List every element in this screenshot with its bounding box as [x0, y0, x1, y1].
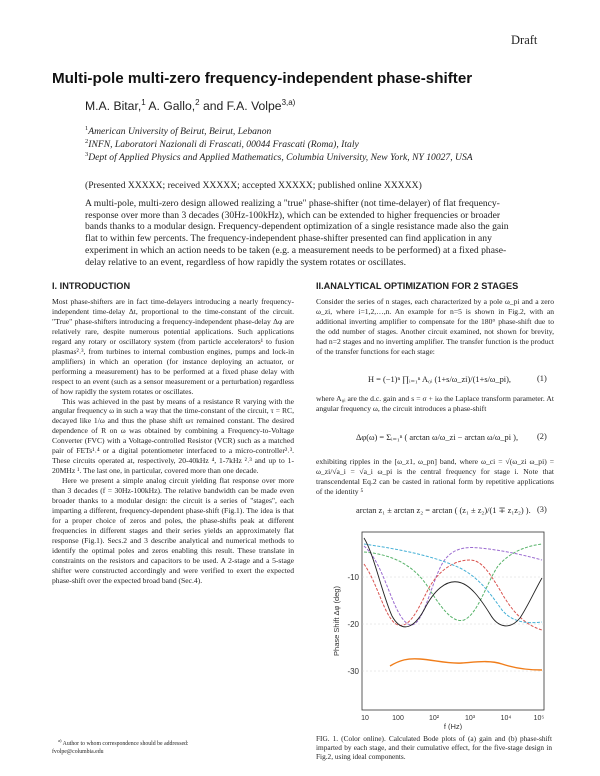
affiliation-1: [85, 125, 271, 137]
y-tick-label-1: -10: [347, 573, 359, 582]
section-1-paragraph-2: This was achieved in the past by means of a resistance R varying with the angular frequency ω in such a way that the time-constant of the circuit, τ = RC, decayed like 1/ω and thus the phase shift ωτ remained constant. The desired dependence of R on ω was obtained by combining a Frequency-to-Voltage Converter (FVC) with a Voltage-controlled Resistor (VCR) such as a matched pair of FETs¹˒⁴ or a digital potentiometer interfaced to a micro-controller²˒³. These circuits operated at, respectively, 20-40kHz ⁴, 1-7kHz ²˒³ and up to 1-20MHz ¹. The last one, in particular, covered more than one decade.: [52, 396, 294, 476]
affiliation-1-text: American University of Beirut, Beirut, Lebanon: [88, 126, 272, 138]
affiliation-2-text: INFN, Laboratori Nazionali di Frascati, 00044 Frascati (Roma), Italy: [88, 139, 359, 151]
y-axis-label: Phase Shift Δφ (deg): [332, 586, 341, 656]
section-2-paragraph-2: where A₀ᵢ are the d.c. gain and s = σ + iω the Laplace transform parameter. At angular frequency ω, the circuit introduces a phase-shift: [316, 394, 554, 413]
equation-1-number: (1): [537, 374, 547, 383]
section-2-heading: II.ANALYTICAL OPTIMIZATION FOR 2 STAGES: [316, 281, 519, 291]
series-black-curve: [364, 538, 542, 627]
paper-title: Multi-pole multi-zero frequency-independent phase-shifter: [52, 70, 473, 87]
abstract: A multi-pole, multi-zero design allowed realizing a "true" phase-shifter (not time-delayer) of flat frequency-response over more than 3 decades (30Hz-100kHz), which can be extended to higher frequencies or broader bands thanks to a modular design. Frequency-dependent optimization of a single resistance made also the gain flat to within few percents. The frequency-independent phase-shifter presented can find application in any experiment in which an action needs to be taken (e.g. a measurement needs to be performed) at a fixed phase-delay relative to an event, regardless of how rapidly the system rotates or oscillates.: [85, 198, 509, 268]
phase-shift-plot: [330, 524, 554, 730]
equation-1: H = (−1)ⁿ ∏ᵢ₌₁ⁿ A₀ᵢ (1+s/ω_zi)/(1+s/ω_pi),: [368, 375, 512, 384]
equation-3-number: (3): [537, 505, 547, 514]
footnote-email: fvolpe@columbia.edu: [52, 748, 104, 755]
section-1-body: [52, 297, 294, 586]
author-1-sup: 1: [141, 98, 146, 107]
footnote-text: Author to whom correspondence should be addressed:: [62, 740, 189, 747]
affiliation-2: [85, 138, 359, 150]
section-1-paragraph-3: Here we present a simple analog circuit yielding flat response over more than 3 decades (f = 30Hz-100kHz). The relative bandwidth can be made even broader thanks to a modular design: the circuit is a series of "stages", each imparting a different, frequency-dependent phase-shift (Fig.1). The idea is that for a proper choice of zeros and poles, the phase-shifts peak at different frequencies in different stages and their series yields an approximately flat response (Fig.1). Secs.2 and 3 describe analytical and numerical methods to identify the optimal poles and zeros enabling this result. These translate in constraints on the resistors and capacitors to be used. A 2-stage and a 5-stage shifter were constructed accordingly and were verified to exert the expected phase-shift over the expected broad band (Sec.4).: [52, 476, 294, 585]
affiliation-1-sup: 1: [85, 125, 89, 132]
y-tick-label-2: -20: [347, 620, 359, 629]
section-2-paragraph-1: Consider the series of n stages, each characterized by a pole ω_pi and a zero ω_zi, where i=1,2,…,n. An example for n=5 is shown in Fig.2, with an additional inverting amplifier to compensate for the 180° phase-shift due to the odd number of stages. Another circuit examined, not shown for brevity, had n=2 stages and no inverting amplifier. The transfer function is the product of the transfer functions for each stage:: [316, 297, 554, 356]
author-1: M.A. Bitar,: [85, 99, 142, 114]
affiliation-2-sup: 2: [85, 138, 89, 145]
footnote: [52, 737, 189, 757]
publication-dates: (Presented XXXXX; received XXXXX; accepted XXXXX; published online XXXXX): [85, 180, 422, 191]
series-green-curve: [364, 544, 542, 621]
draft-label: Draft: [511, 33, 538, 47]
equation-3: arctan z₁ ± arctan z₂ = arctan ( (z₁ ± z₂)/(1 ∓ z₁z₂) ).: [356, 506, 531, 515]
x-tick-label-6: 10⁵: [533, 715, 545, 722]
x-tick-label-5: 10⁴: [500, 715, 512, 722]
section-2-paragraph-3: exhibiting ripples in the [ω_z1, ω_pn] band, where ω_ci = √(ω_zi ω_pi) = ω_zi/√a_i = √a_i ω_pi is the central frequency for stage i. Note that transcendental Eq.2 can be casted in rational form by repetitive applications of the identity ⁵: [316, 457, 554, 496]
author-2-sup: 2: [195, 98, 200, 107]
section-1-heading: I. INTRODUCTION: [52, 281, 131, 291]
equation-2: Δφ(ω) = Σᵢ₌₁ⁿ ( arctan ω/ω_zi − arctan ω/ω_pi ),: [356, 433, 519, 442]
affiliation-3: [85, 151, 473, 163]
author-2: A. Gallo,: [145, 99, 196, 114]
x-tick-label-1: 10: [361, 715, 369, 722]
author-3-sup: 3,a): [281, 98, 296, 107]
footnote-sup: a): [58, 738, 62, 743]
section-1-paragraph-1: Most phase-shifters are in fact time-delayers introducing a nearly frequency-independent time-delay Δt, proportional to the time-constant of the circuit. "True" phase-shifters introducing a frequency-independent phase-delay Δφ are relatively rare, despite numerous potential applications. Such applications regard any rotary or oscillatory system (from particle accelerators¹ to fusion plasmas²˒³, from turbines to internal combustion engines, pumps and lock-in amplifiers) in which an operation (for instance deploying an actuator, or performing a measurement) has to be performed at a fixed phase delay with respect to an event (such as a sensor measurement or a perturbation) regardless of how rapidly the system rotates or oscillates.: [52, 297, 294, 396]
equation-2-number: (2): [537, 432, 547, 441]
x-tick-label-3: 10²: [428, 715, 440, 722]
affiliation-3-sup: 3: [85, 151, 89, 158]
x-axis-label: f (Hz): [443, 722, 463, 730]
affiliation-3-text: Dept of Applied Physics and Applied Mathematics, Columbia University, New York, NY 10027, USA: [88, 152, 473, 164]
series-orange-curve: [390, 659, 542, 670]
footnote-line-1: [52, 737, 189, 749]
x-tick-label-4: 10³: [464, 715, 476, 722]
author-list: [85, 98, 295, 113]
series-cyan-curve: [364, 544, 542, 623]
figure-caption: FIG. 1. (Color online). Calculated Bode plots of (a) gain and (b) phase-shift imparted by each stage, and their cumulative effect, for the five-stage design in Fig.2, using ideal components.: [316, 734, 552, 761]
x-tick-label-2: 100: [392, 715, 404, 722]
author-3: and F.A. Volpe: [199, 99, 282, 114]
y-tick-label-3: -30: [347, 667, 359, 676]
